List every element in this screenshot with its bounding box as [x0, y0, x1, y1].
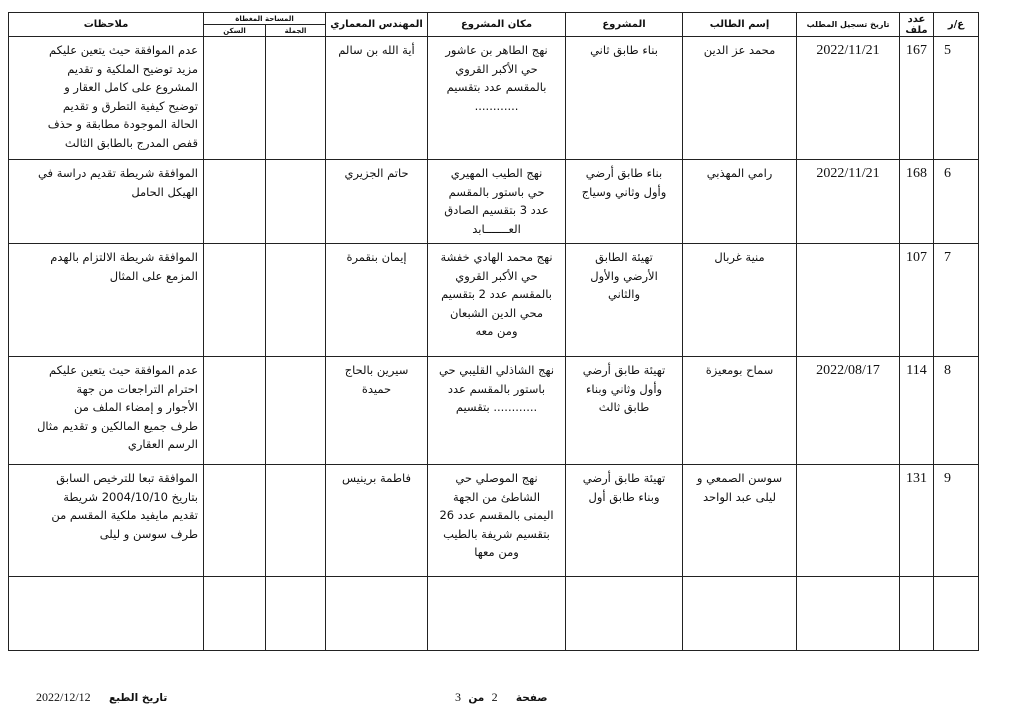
print-label: تاريخ الطبع	[108, 692, 168, 704]
request-date-cell: 2022/11/21	[797, 37, 900, 160]
applicant-cell: رامي المهذبي	[683, 160, 797, 244]
table-row	[9, 465, 979, 577]
architect-cell: سيرين بالحاج حميدة	[326, 357, 428, 465]
applicant-cell: منية غربال	[683, 244, 797, 357]
applicant-cell: سماح بومعيزة	[683, 357, 797, 465]
header-request-date: تاريخ تسجيل المطلب	[797, 13, 900, 37]
project-cell: تهيئة طابق أرضي وبناء طابق أول	[566, 465, 683, 577]
architect-cell: حاتم الجزيري	[326, 160, 428, 244]
architect-cell: أية الله بن سالم	[326, 37, 428, 160]
location-cell: نهج الموصلي حي الشاطئ من الجهة اليمنى بالمقسم عدد 26 بتقسيم شريفة بالطيب ومن معها	[428, 465, 566, 577]
request-date-cell: 2022/08/17	[797, 357, 900, 465]
notes-cell: الموافقة شريطة تقديم دراسة في الهيكل الحامل	[9, 160, 204, 244]
table-row-empty	[9, 577, 979, 651]
area-total-cell	[266, 37, 326, 160]
header-index: ع/ر	[934, 13, 979, 37]
header-project: المشروع	[566, 13, 683, 37]
location-cell: نهج الطيب المهيري حي باستور بالمقسم عدد 3 بتقسيم الصادق العـــــــابد	[428, 160, 566, 244]
request-date-cell	[797, 244, 900, 357]
file-number-cell: 114	[900, 357, 934, 465]
file-number-cell: 167	[900, 37, 934, 160]
area-total-cell	[266, 357, 326, 465]
project-cell: تهيئة طابق أرضي وأول وثاني وبناء طابق ثالث	[566, 357, 683, 465]
area-residential-cell	[204, 160, 266, 244]
header-area-residential: السكن	[204, 25, 266, 37]
index-cell: 8	[934, 357, 979, 465]
table-row	[9, 357, 979, 465]
notes-cell: الموافقة تبعا للترخيص السابق بتاريخ 2004/10/10 شريطة تقديم مايفيد ملكية المقسم من طرف سوسن و ليلى	[9, 465, 204, 577]
architect-cell: إيمان بنقمرة	[326, 244, 428, 357]
index-cell: 5	[934, 37, 979, 160]
index-cell: 7	[934, 244, 979, 357]
area-total-cell	[266, 465, 326, 577]
page-indicator	[455, 690, 548, 705]
header-file-number: عدد ملف	[900, 13, 934, 37]
request-date-cell: 2022/11/21	[797, 160, 900, 244]
print-date-block	[36, 690, 167, 705]
location-cell: نهج الشاذلي القليبي حي باستور بالمقسم عدد ............ بتقسيم	[428, 357, 566, 465]
location-cell: نهج محمد الهادي خفشة حي الأكبر القروي بالمقسم عدد 2 بتقسيم محي الدين الشبعان ومن معه	[428, 244, 566, 357]
location-cell: نهج الطاهر بن عاشور حي الأكبر القروي بالمقسم عدد بتقسيم ............	[428, 37, 566, 160]
index-cell: 9	[934, 465, 979, 577]
applicant-cell: محمد عز الدين	[683, 37, 797, 160]
header-location: مكان المشروع	[428, 13, 566, 37]
table-row	[9, 37, 979, 160]
area-total-cell	[266, 244, 326, 357]
header-architect: المهندس المعماري	[326, 13, 428, 37]
area-residential-cell	[204, 37, 266, 160]
request-date-cell	[797, 465, 900, 577]
area-total-cell	[266, 160, 326, 244]
project-cell: بناء طابق أرضي وأول وثاني وسياج	[566, 160, 683, 244]
file-number-cell: 107	[900, 244, 934, 357]
file-number-cell: 168	[900, 160, 934, 244]
file-number-cell: 131	[900, 465, 934, 577]
table-row	[9, 244, 979, 357]
applicant-cell: سوسن الصمعي و ليلى عبد الواحد	[683, 465, 797, 577]
area-residential-cell	[204, 465, 266, 577]
index-cell: 6	[934, 160, 979, 244]
notes-cell: الموافقة شريطة الالتزام بالهدم المزمع على المثال	[9, 244, 204, 357]
page-total: 3	[455, 690, 461, 704]
area-residential-cell	[204, 244, 266, 357]
header-applicant: إسم الطالب	[683, 13, 797, 37]
notes-cell: عدم الموافقة حيث يتعين عليكم مزيد توضيح الملكية و تقديم المشروع على كامل العقار و توضيح كيفية التطرق و تقديم الحالة الموجودة مطابقة و حذف قفص المدرج بالطابق الثالث	[9, 37, 204, 160]
header-area-total: الجملة	[266, 25, 326, 37]
header-area: المساحة المغطاة	[204, 13, 326, 25]
notes-cell: عدم الموافقة حيث يتعين عليكم احترام التراجعات من جهة الأجوار و إمضاء الملف من طرف جميع المالكين و تقديم مثال الرسم العقاري	[9, 357, 204, 465]
architect-cell: فاطمة برينيس	[326, 465, 428, 577]
project-cell: تهيئة الطابق الأرضي والأول والثاني	[566, 244, 683, 357]
table-row	[9, 160, 979, 244]
page-label: صفحة	[515, 692, 548, 704]
page-of: من	[468, 692, 485, 704]
project-cell: بناء طابق ثاني	[566, 37, 683, 160]
page-current: 2	[491, 690, 498, 704]
projects-table	[8, 12, 979, 651]
area-residential-cell	[204, 357, 266, 465]
print-date: 2022/12/12	[36, 690, 91, 704]
header-notes: ملاحظات	[9, 13, 204, 37]
